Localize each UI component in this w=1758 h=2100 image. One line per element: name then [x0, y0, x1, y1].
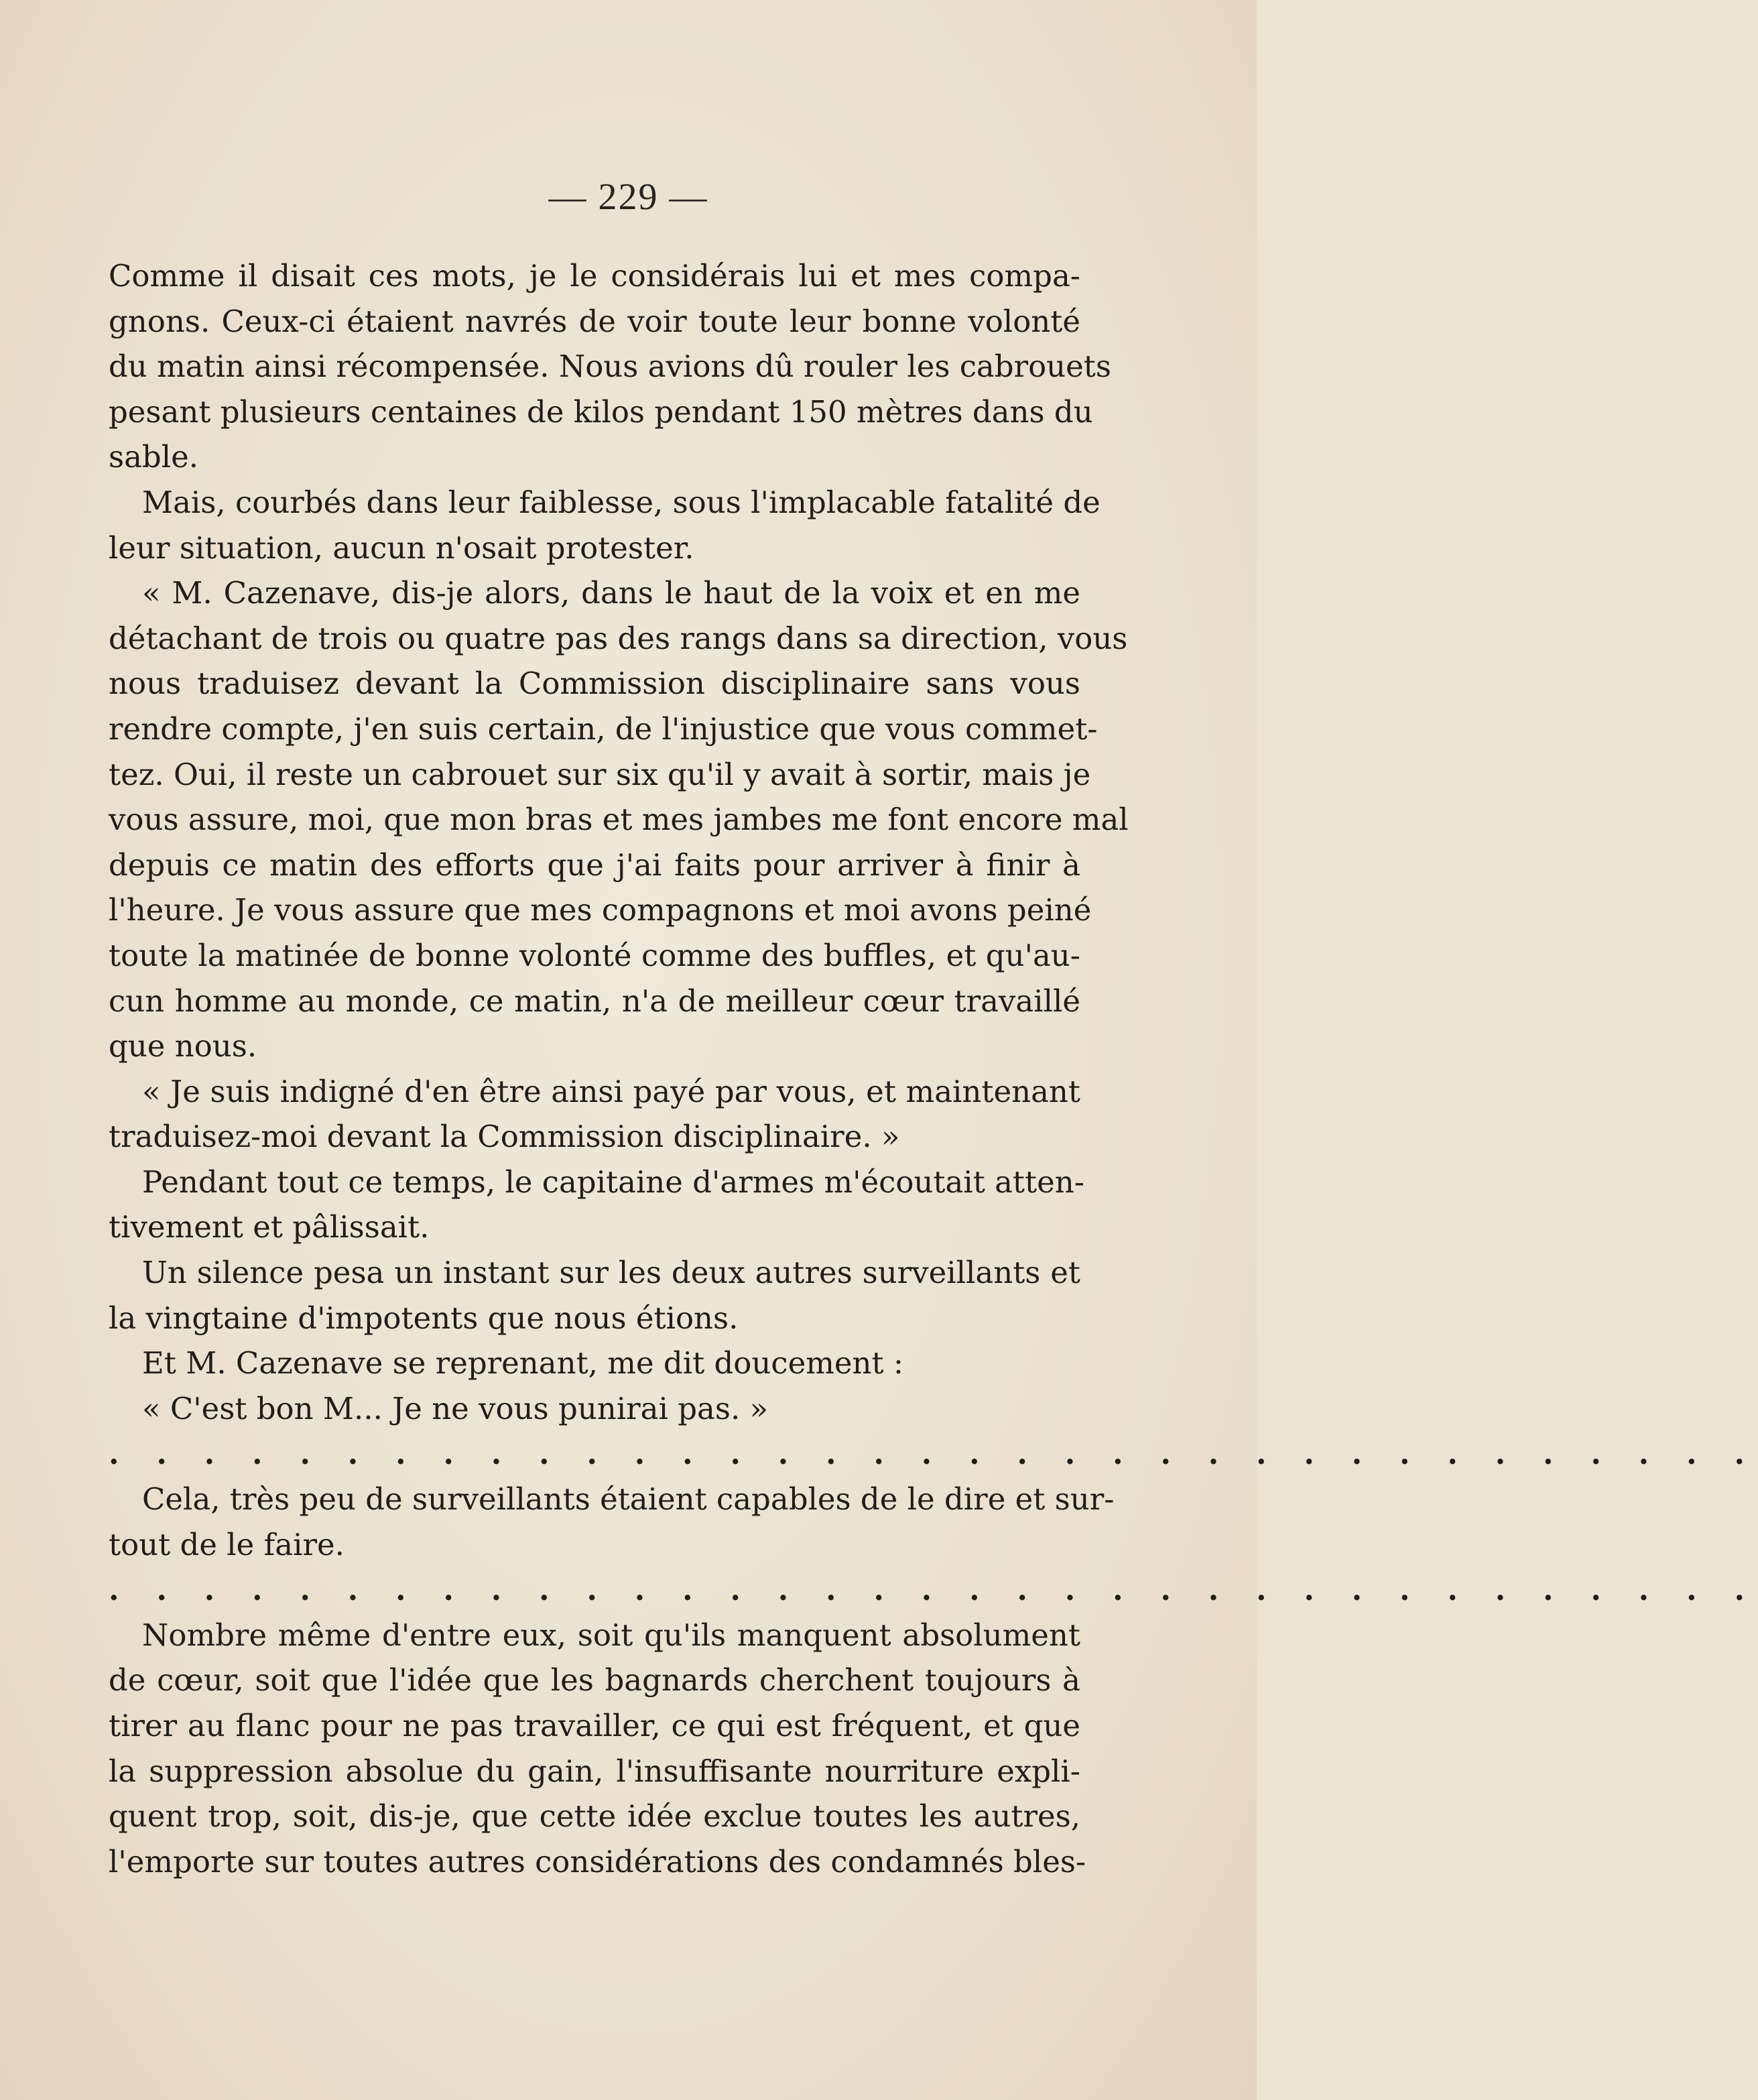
- text-line: l'emporte sur toutes autres considérations des condamnés bles-: [109, 1843, 1086, 1879]
- text-line: Et M. Cazenave se reprenant, me dit doucement :: [142, 1345, 904, 1381]
- body-text: [109, 253, 1758, 1884]
- page-number: — 229 —: [548, 176, 708, 218]
- text-line: leur situation, aucun n'osait protester.: [109, 530, 694, 566]
- text-line: tivement et pâlissait.: [109, 1209, 430, 1245]
- text-line: Nombre même d'entre eux, soit qu'ils manquent absolument: [142, 1617, 1080, 1653]
- text-line: « C'est bon M... Je ne vous punirai pas. »: [142, 1390, 769, 1426]
- text-line: détachant de trois ou quatre pas des rangs dans sa direction, vous: [109, 620, 1128, 656]
- text-line: que nous.: [109, 1028, 257, 1064]
- text-line: tout de le faire.: [109, 1526, 344, 1562]
- text-line: toute la matinée de bonne volonté comme des buffles, et qu'au-: [109, 937, 1080, 973]
- text-line: pesant plusieurs centaines de kilos pendant 150 mètres dans du: [109, 393, 1093, 430]
- ellipsis-separator: . . . . . . . . . . . . . . . . . . . . . . . . . . . . . . . . . . .: [109, 1572, 1758, 1608]
- text-line: la suppression absolue du gain, l'insuffisante nourriture expli-: [109, 1753, 1080, 1789]
- ellipsis-separator: . . . . . . . . . . . . . . . . . . . . . . . . . . . . . . . . . . .: [109, 1436, 1758, 1472]
- text-line: tez. Oui, il reste un cabrouet sur six qu'il y avait à sortir, mais je: [109, 756, 1091, 792]
- text-line: rendre compte, j'en suis certain, de l'injustice que vous commet-: [109, 711, 1098, 747]
- text-line: vous assure, moi, que mon bras et mes jambes me font encore mal: [109, 802, 1129, 838]
- text-line: depuis ce matin des efforts que j'ai faits pour arriver à finir à: [109, 847, 1080, 883]
- text-line: la vingtaine d'impotents que nous étions.: [109, 1300, 739, 1336]
- text-line: quent trop, soit, dis-je, que cette idée exclue toutes les autres,: [109, 1798, 1080, 1835]
- text-line: Un silence pesa un instant sur les deux autres surveillants et: [142, 1255, 1080, 1291]
- text-line: « M. Cazenave, dis-je alors, dans le haut de la voix et en me: [142, 575, 1080, 611]
- text-line: tirer au flanc pour ne pas travailler, ce qui est fréquent, et que: [109, 1708, 1080, 1743]
- text-line: l'heure. Je vous assure que mes compagnons et moi avons peiné: [109, 892, 1092, 928]
- text-line: « Je suis indigné d'en être ainsi payé par vous, et maintenant: [142, 1073, 1080, 1109]
- text-line: Pendant tout ce temps, le capitaine d'armes m'écoutait atten-: [142, 1164, 1084, 1200]
- text-line: traduisez-moi devant la Commission disciplinaire. »: [109, 1119, 900, 1155]
- text-line: Cela, très peu de surveillants étaient capables de le dire et sur-: [142, 1481, 1115, 1518]
- text-line: de cœur, soit que l'idée que les bagnards cherchent toujours à: [109, 1662, 1080, 1698]
- text-line: nous traduisez devant la Commission disciplinaire sans vous: [109, 666, 1080, 702]
- text-line: du matin ainsi récompensée. Nous avions dû rouler les cabrouets: [109, 349, 1111, 385]
- text-line: sable.: [109, 439, 199, 475]
- text-line: gnons. Ceux-ci étaient navrés de voir toute leur bonne volonté: [109, 303, 1080, 339]
- text-line: Comme il disait ces mots, je le considérais lui et mes compa-: [109, 258, 1080, 294]
- text-line: Mais, courbés dans leur faiblesse, sous l'implacable fatalité de: [142, 484, 1101, 520]
- text-line: cun homme au monde, ce matin, n'a de meilleur cœur travaillé: [109, 983, 1080, 1019]
